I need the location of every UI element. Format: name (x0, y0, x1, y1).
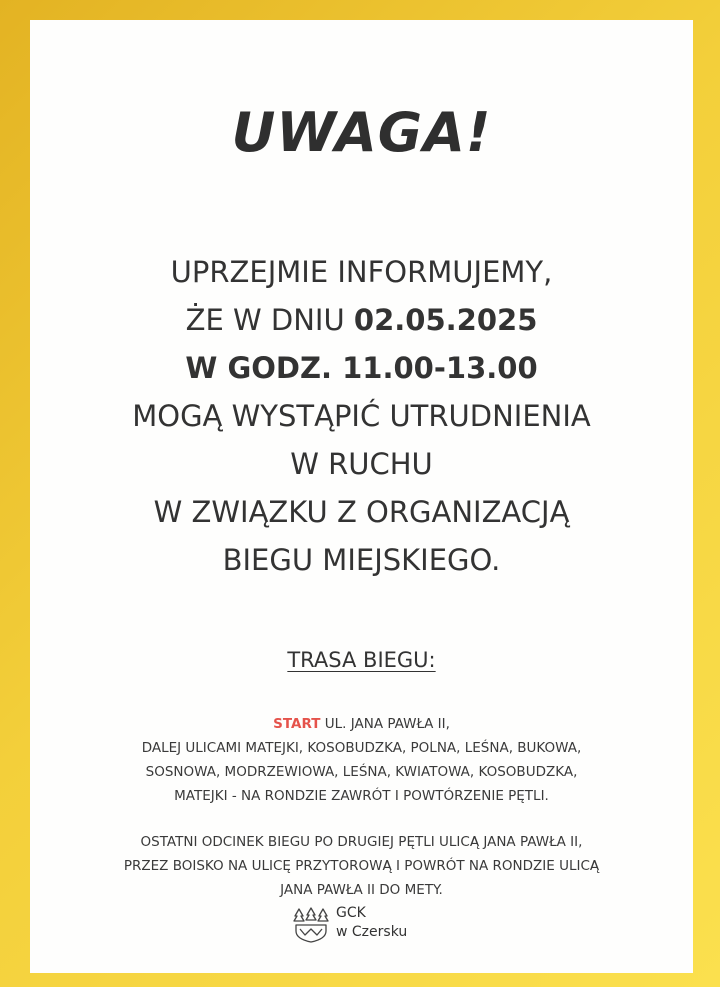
route-line-1-rest: UL. JANA PAWŁA II, (320, 716, 450, 732)
notice-text (30, 248, 693, 584)
route-line-1 (30, 712, 693, 736)
notice-line-1: UPRZEJMIE INFORMUJEMY, (170, 255, 553, 289)
logo-text (336, 904, 407, 942)
start-label: START (273, 716, 321, 732)
notice-hours: W GODZ. 11.00-13.00 (185, 351, 538, 385)
notice-line-5: W RUCHU (290, 447, 433, 481)
route-description (30, 712, 693, 902)
route-line-3: SOSNOWA, MODRZEWIOWA, LEŚNA, KWIATOWA, KOSOBUDZKA, (145, 764, 578, 780)
route-para2-line-2: PRZEZ BOISKO NA ULICĘ PRZYTOROWĄ I POWRÓT NA RONDZIE ULICĄ (123, 858, 600, 874)
notice-line-7: BIEGU MIEJSKIEGO. (222, 543, 501, 577)
poster-title: UWAGA! (231, 101, 492, 164)
notice-date: 02.05.2025 (353, 303, 538, 337)
route-para2-line-1: OSTATNI ODCINEK BIEGU PO DRUGIEJ PĘTLI ULICĄ JANA PAWŁA II, (140, 834, 583, 850)
notice-line-4: MOGĄ WYSTĄPIĆ UTRUDNIENIA (132, 399, 591, 433)
trees-crown-logo-icon (292, 906, 330, 944)
route-heading-text: TRASA BIEGU: (287, 648, 436, 672)
logo-name: GCK (336, 905, 366, 921)
notice-line-6: W ZWIĄZKU Z ORGANIZACJĄ (153, 495, 570, 529)
route-para2-line-3: JANA PAWŁA II DO METY. (280, 882, 443, 898)
paragraph-gap (30, 808, 693, 830)
logo-town: w Czersku (336, 924, 408, 940)
gck-logo (292, 904, 432, 946)
notice-line-2 (30, 296, 693, 344)
route-line-2: DALEJ ULICAMI MATEJKI, KOSOBUDZKA, POLNA, LEŚNA, BUKOWA, (141, 740, 582, 756)
poster-card (30, 20, 693, 973)
route-line-4: MATEJKI - NA RONDZIE ZAWRÓT I POWTÓRZENIE PĘTLI. (174, 788, 549, 804)
notice-date-prefix: ŻE W DNIU (185, 303, 354, 337)
route-heading (30, 644, 693, 676)
